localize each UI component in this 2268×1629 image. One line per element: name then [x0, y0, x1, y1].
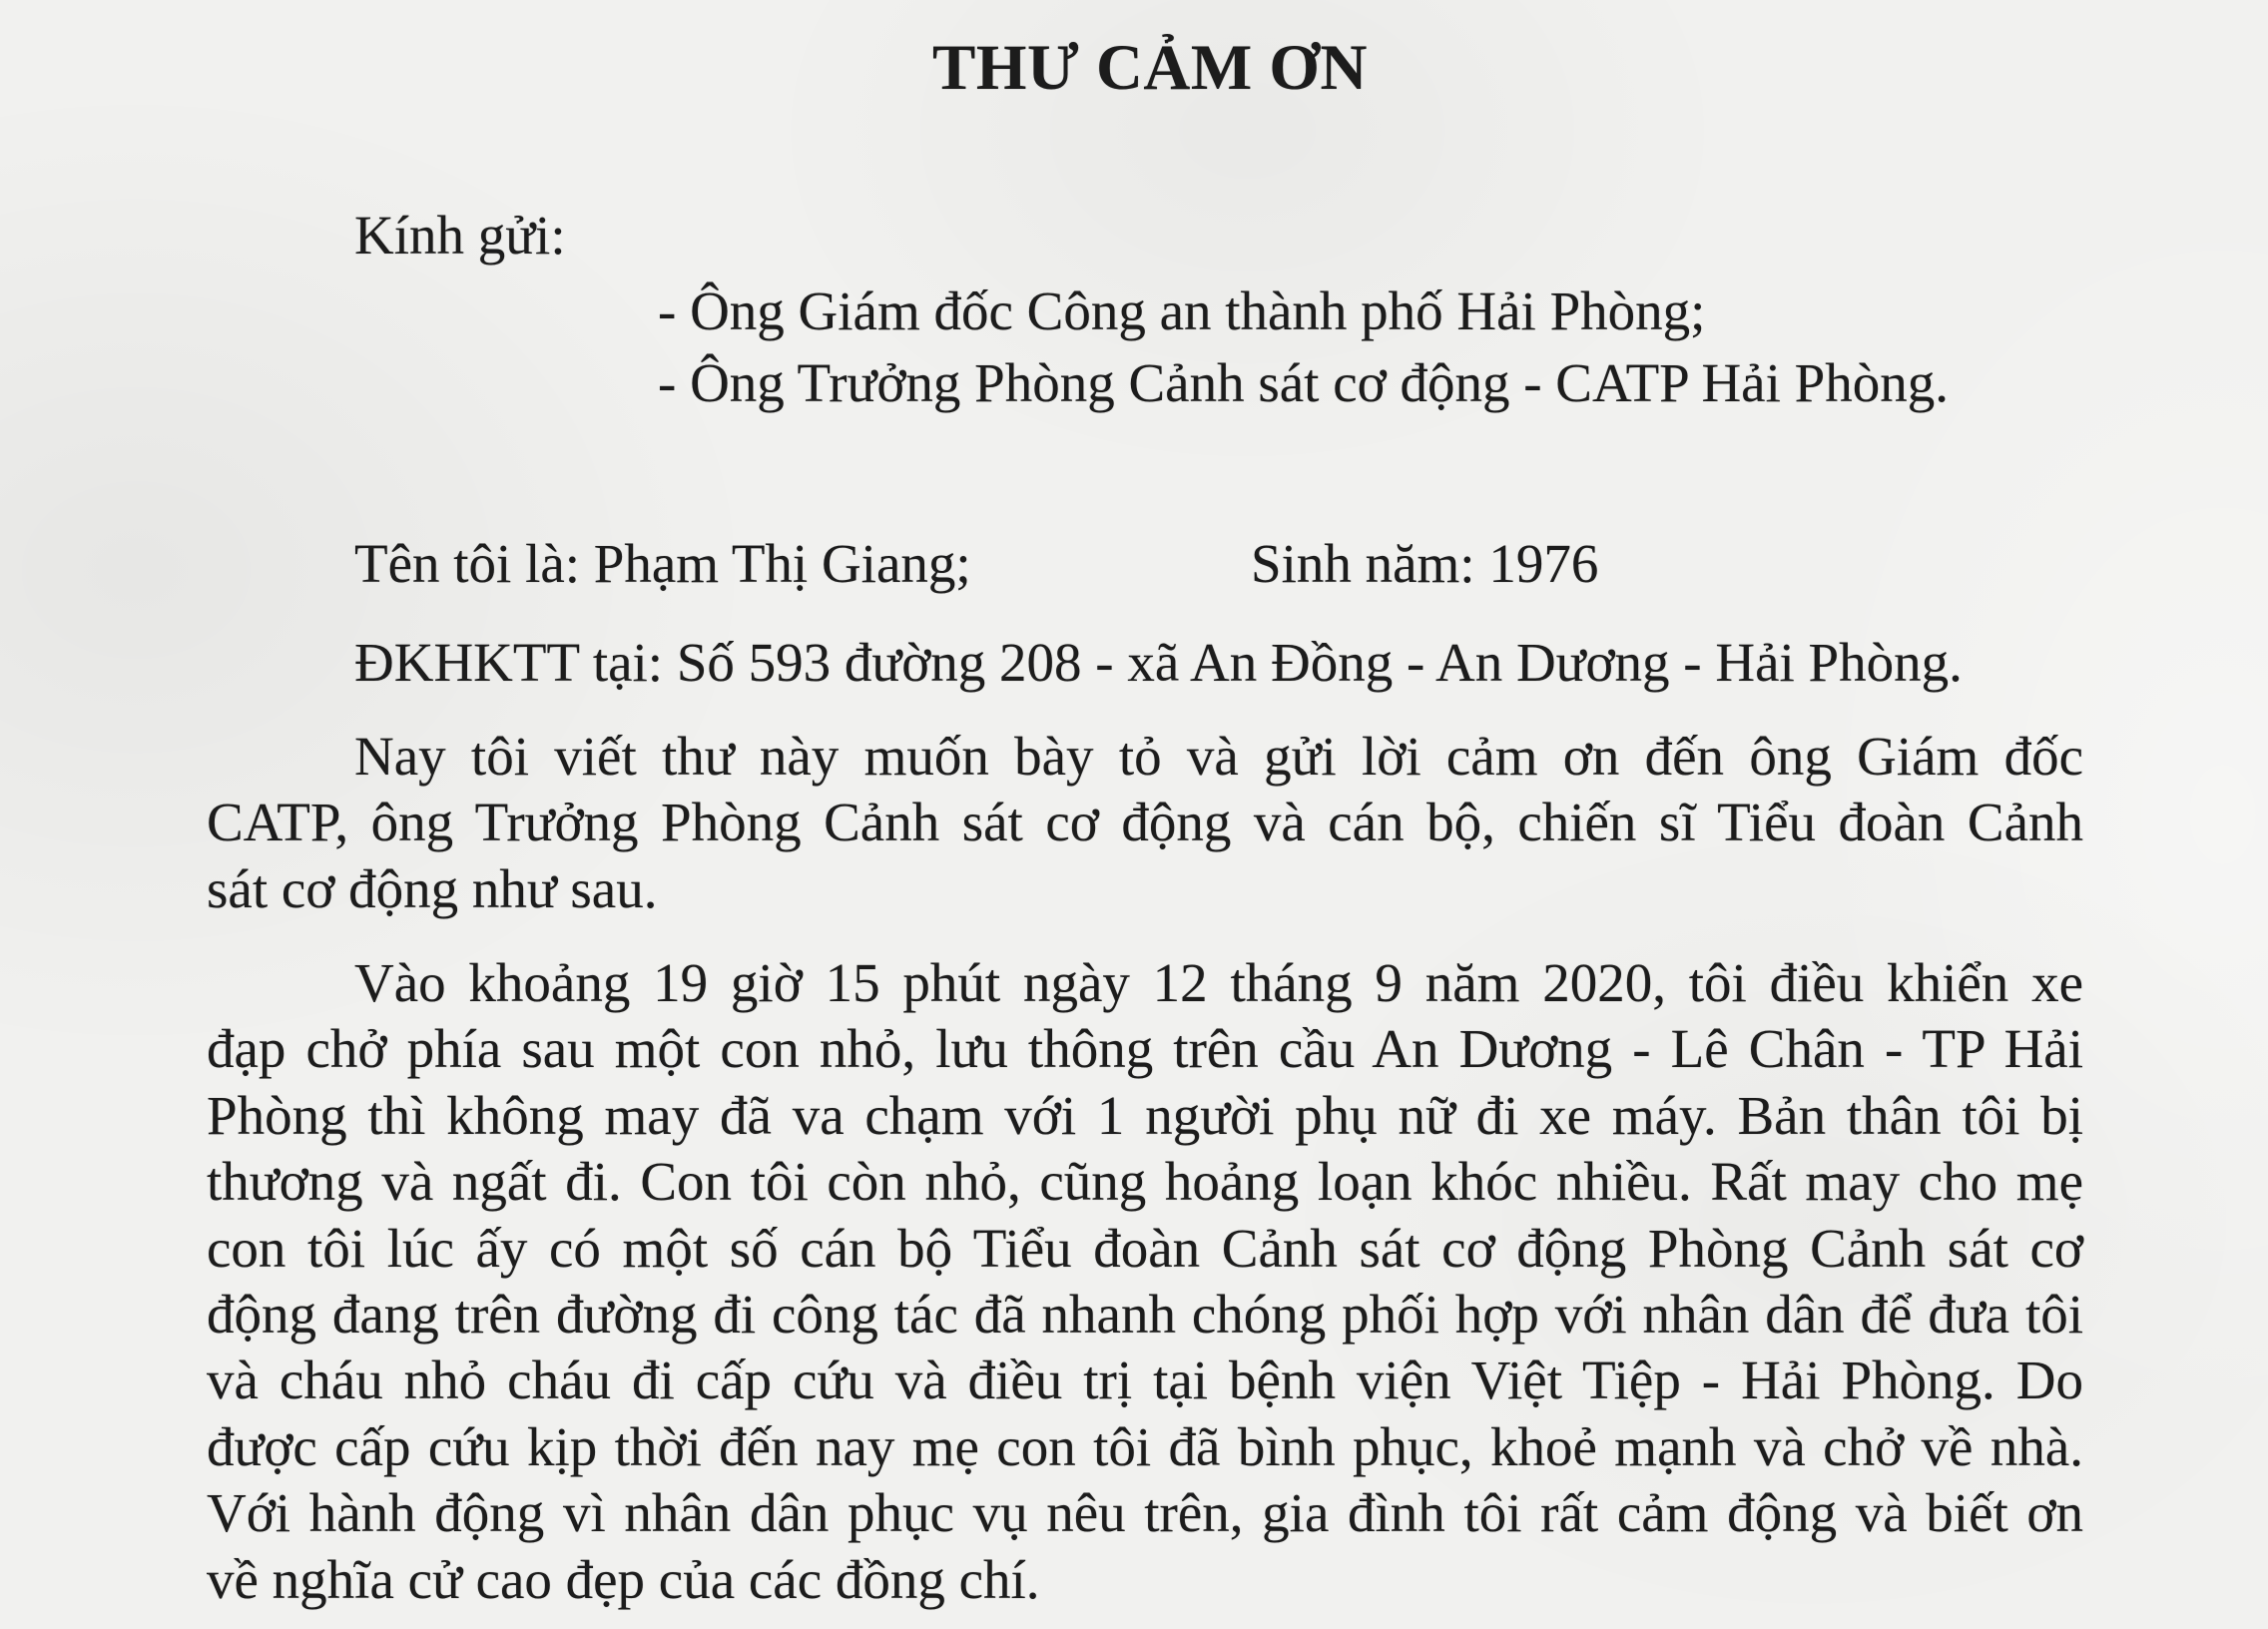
letter-title: THƯ CẢM ƠN — [932, 32, 1368, 104]
sender-address: ĐKHKTT tại: Số 593 đường 208 - xã An Đồng - An Dương - Hải Phòng. — [354, 632, 1963, 693]
body-line: con tôi lúc ấy có một số cán bộ Tiểu đoàn Cảnh sát cơ động Phòng Cảnh sát cơ — [207, 1217, 2083, 1279]
body-line: được cấp cứu kịp thời đến nay mẹ con tôi đã bình phục, khoẻ mạnh và chở về nhà. — [207, 1415, 2083, 1477]
body-line: và cháu nhỏ cháu đi cấp cứu và điều trị tại bệnh viện Việt Tiệp - Hải Phòng. Do — [207, 1350, 2083, 1411]
body-line: về nghĩa cử cao đẹp của các đồng chí. — [207, 1548, 1040, 1610]
body-line: động đang trên đường đi công tác đã nhanh chóng phối hợp với nhân dân để đưa tôi — [207, 1283, 2083, 1345]
sender-name: Tên tôi là: Phạm Thị Giang; — [354, 533, 971, 594]
body-line: thương và ngất đi. Con tôi còn nhỏ, cũng hoảng loạn khóc nhiều. Rất may cho mẹ — [207, 1151, 2083, 1213]
body-line: CATP, ông Trưởng Phòng Cảnh sát cơ động và cán bộ, chiến sĩ Tiểu đoàn Cảnh — [207, 792, 2083, 853]
sender-birth-year: Sinh năm: 1976 — [1251, 533, 1599, 594]
body-line: Vào khoảng 19 giờ 15 phút ngày 12 tháng 9 năm 2020, tôi điều khiển xe — [354, 952, 2083, 1013]
recipient-line: - Ông Trưởng Phòng Cảnh sát cơ động - CATP Hải Phòng. — [658, 352, 1949, 413]
body-line: Phòng thì không may đã va chạm với 1 người phụ nữ đi xe máy. Bản thân tôi bị — [207, 1084, 2083, 1146]
body-paragraph — [207, 724, 2083, 922]
body-line: Với hành động vì nhân dân phục vụ nêu trên, gia đình tôi rất cảm động và biết ơn — [207, 1482, 2083, 1544]
salutation-label: Kính gửi: — [354, 205, 566, 266]
body-line: đạp chở phía sau một con nhỏ, lưu thông trên cầu An Dương - Lê Chân - TP Hải — [207, 1018, 2083, 1080]
body-line: Nay tôi viết thư này muốn bày tỏ và gửi lời cảm ơn đến ông Giám đốc — [354, 726, 2083, 787]
recipient-line: - Ông Giám đốc Công an thành phố Hải Phòng; — [658, 280, 1706, 341]
body-line: sát cơ động như sau. — [207, 857, 658, 919]
body-paragraph — [207, 950, 2083, 1613]
